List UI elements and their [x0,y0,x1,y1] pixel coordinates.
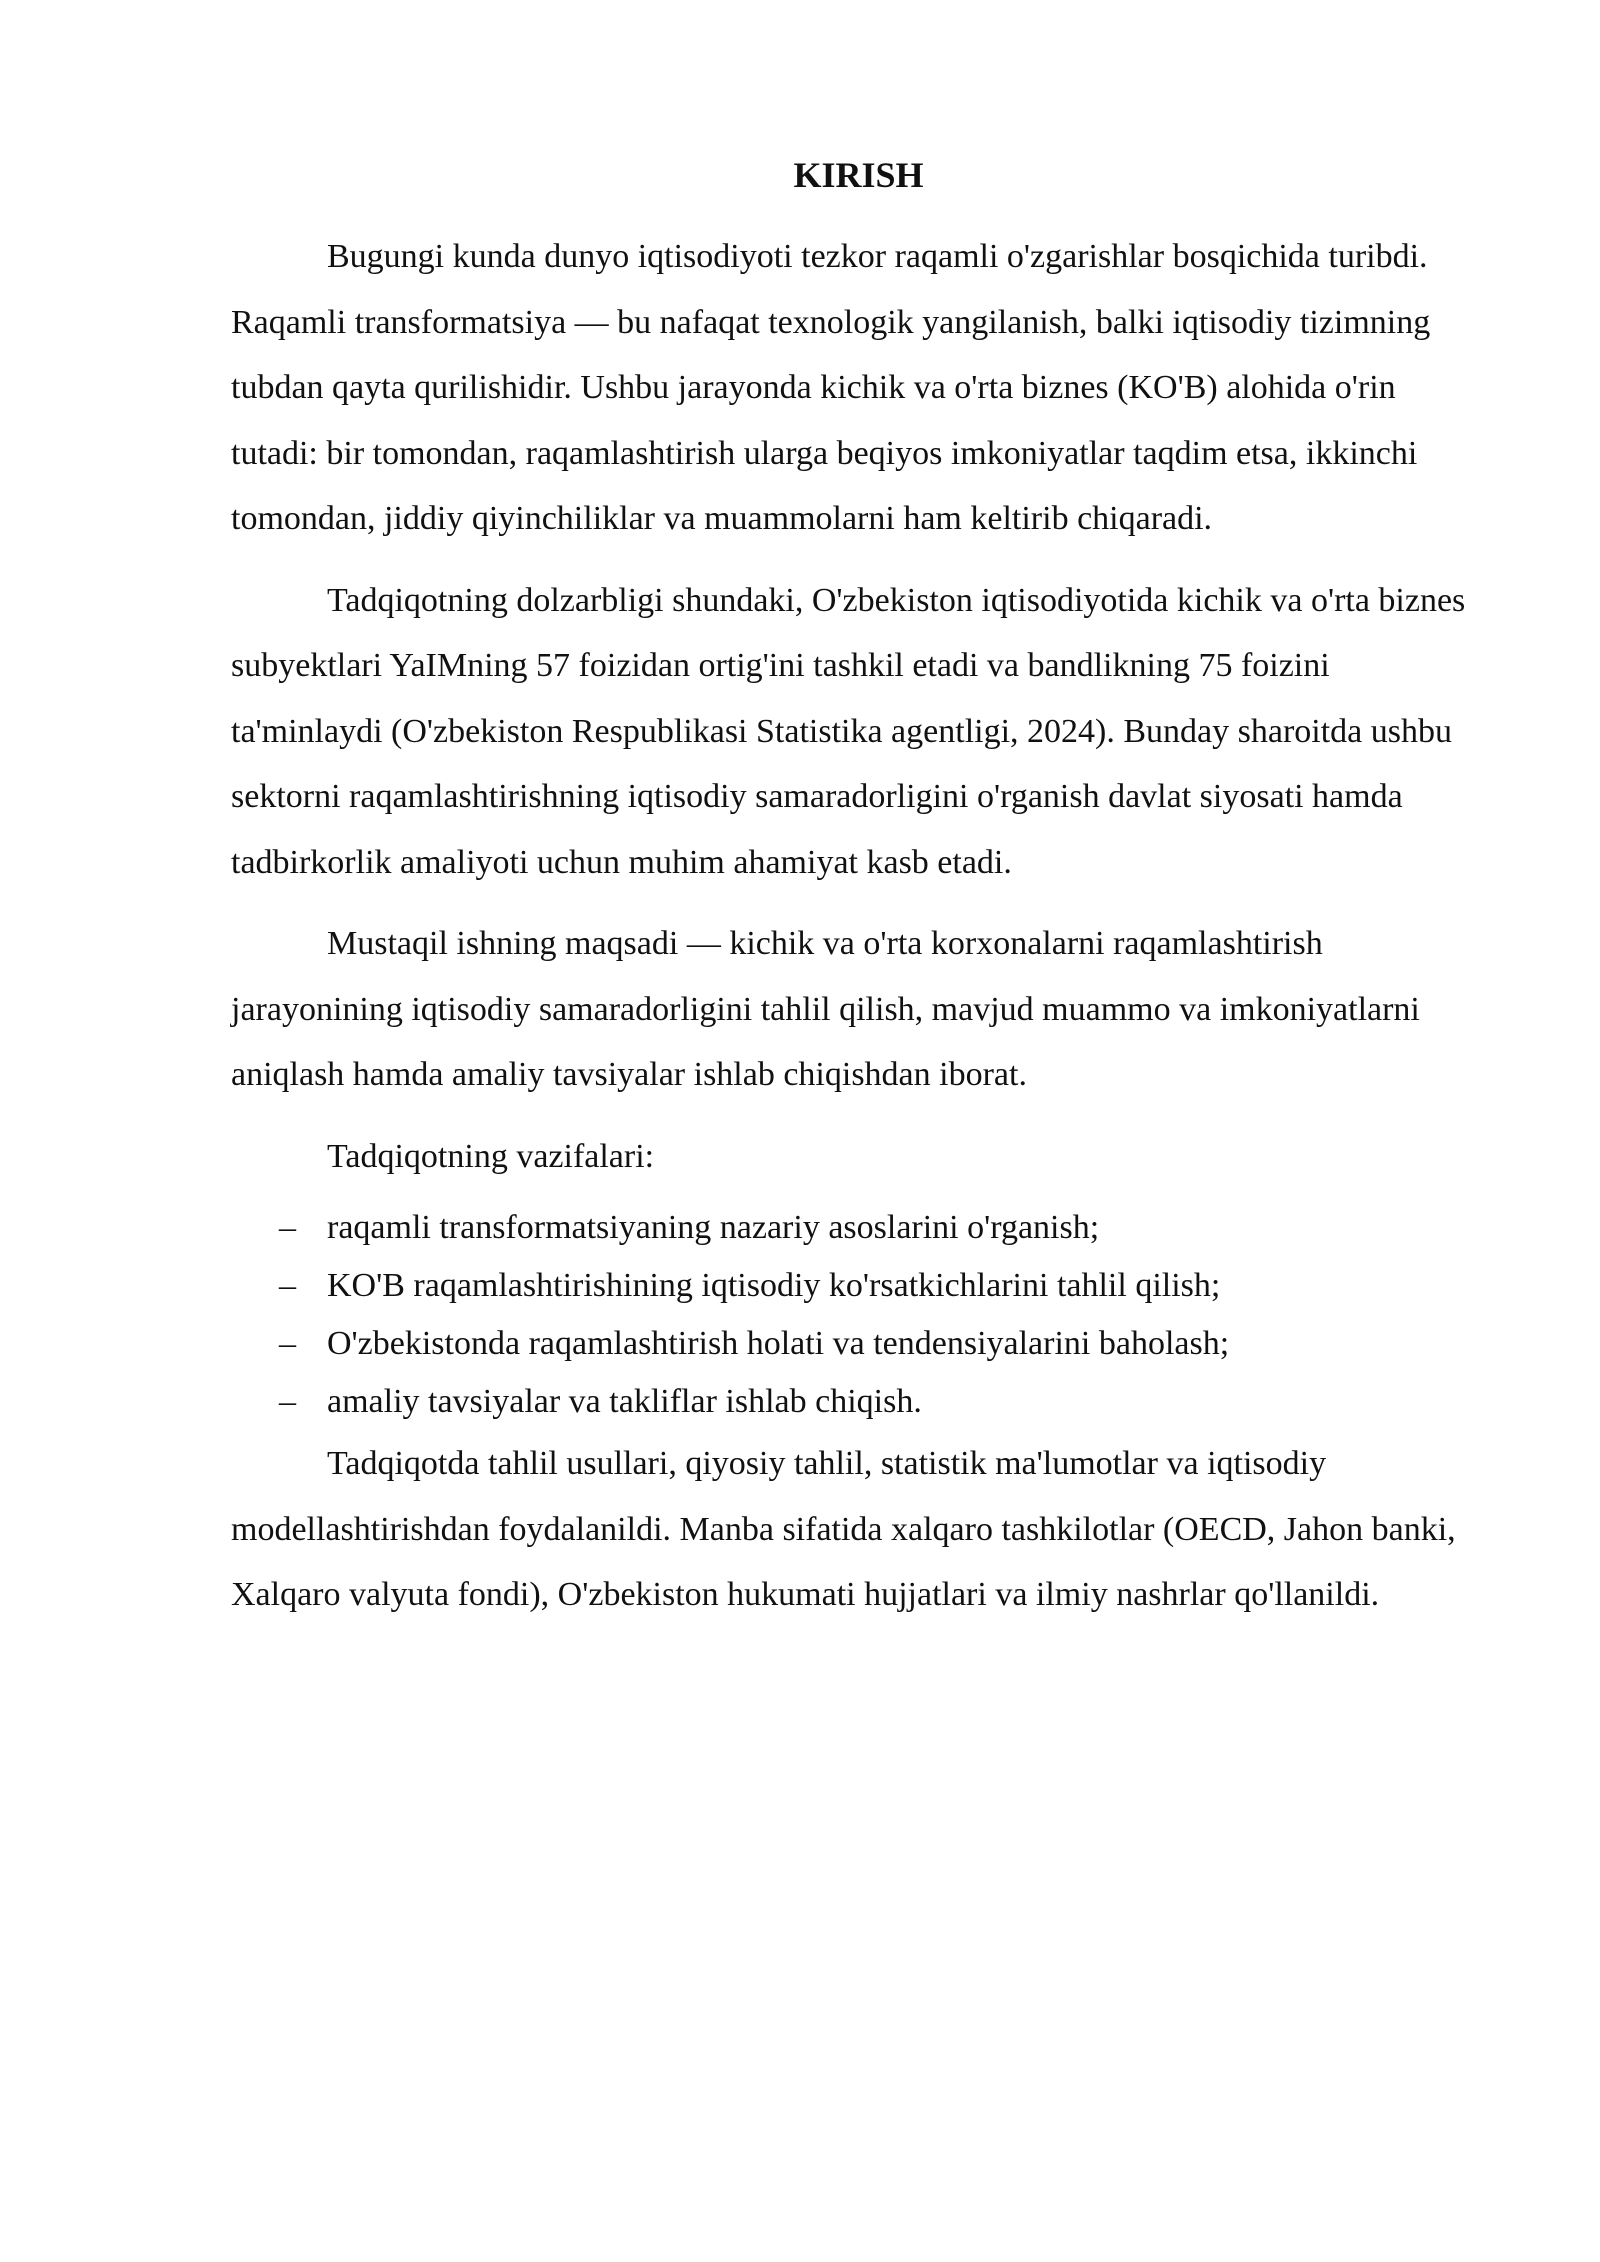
task-text: amaliy tavsiyalar va takliflar ishlab chiqish. [327,1383,922,1420]
dash-marker: – [279,1383,296,1420]
list-item [231,1199,1486,1257]
dash-marker: – [279,1267,296,1304]
tasks-heading: Tadqiqotning vazifalari: [327,1137,655,1175]
task-text: O'zbekistonda raqamlashtirish holati va tendensiyalarini baholash; [327,1325,1230,1362]
goal-paragraph: Mustaqil ishning maqsadi — kichik va o'rta korxonalarni raqamlashtirish jarayonining iqtisodiy samaradorligini tahlil qilish, mavjud muammo va imkoniyatlarni aniqlash hamda amaliy tavsiyalar ishlab chiqishdan iborat. [231,925,1420,1093]
relevance-paragraph: Tadqiqotning dolzarbligi shundaki, O'zbekiston iqtisodiyotida kichik va o'rta biznes subyektlari YaIMning 57 foizidan ortig'ini tashkil etadi va bandlikning 75 foizini ta'minlaydi (O'zbekiston Respublikasi Statistika agentligi, 2024). Bunday sharoitda ushbu sektorni raqamlashtirishning iqtisodiy samaradorligini o'rganish davlat siyosati hamda tadbirkorlik amaliyoti uchun muhim ahamiyat kasb etadi. [231,581,1466,881]
document-body [231,148,1486,1644]
dash-marker: – [279,1209,296,1246]
list-item [231,1315,1486,1373]
task-text: raqamli transformatsiyaning nazariy asoslarini o'rganish; [327,1209,1100,1246]
dash-marker: – [279,1325,296,1362]
list-item [231,1373,1486,1431]
list-item [231,1257,1486,1315]
task-text: KO'B raqamlashtirishining iqtisodiy ko'rsatkichlarini tahlil qilish; [327,1267,1221,1304]
methods-paragraph: Tadqiqotda tahlil usullari, qiyosiy tahlil, statistik ma'lumotlar va iqtisodiy modellashtirishdan foydalanildi. Manba sifatida xalqaro tashkilotlar (OECD, Jahon banki, Xalqaro valyuta fondi), O'zbekiston hukumati hujjatlari va ilmiy nashrlar qo'llanildi. [231,1445,1456,1613]
section-title: KIRISH [793,155,924,195]
tasks-list [231,1199,1486,1431]
intro-paragraph: Bugungi kunda dunyo iqtisodiyoti tezkor raqamli o'zgarishlar bosqichida turibdi. Raqamli transformatsiya — bu nafaqat texnologik yangilanish, balki iqtisodiy tizimning tubdan qayta qurilishidir. Ushbu jarayonda kichik va o'rta biznes (KO'B) alohida o'rin tutadi: bir tomondan, raqamlashtirish ularga beqiyos imkoniyatlar taqdim etsa, ikkinchi tomondan, jiddiy qiyinchiliklar va muammolarni ham keltirib chiqaradi. [231,238,1431,537]
